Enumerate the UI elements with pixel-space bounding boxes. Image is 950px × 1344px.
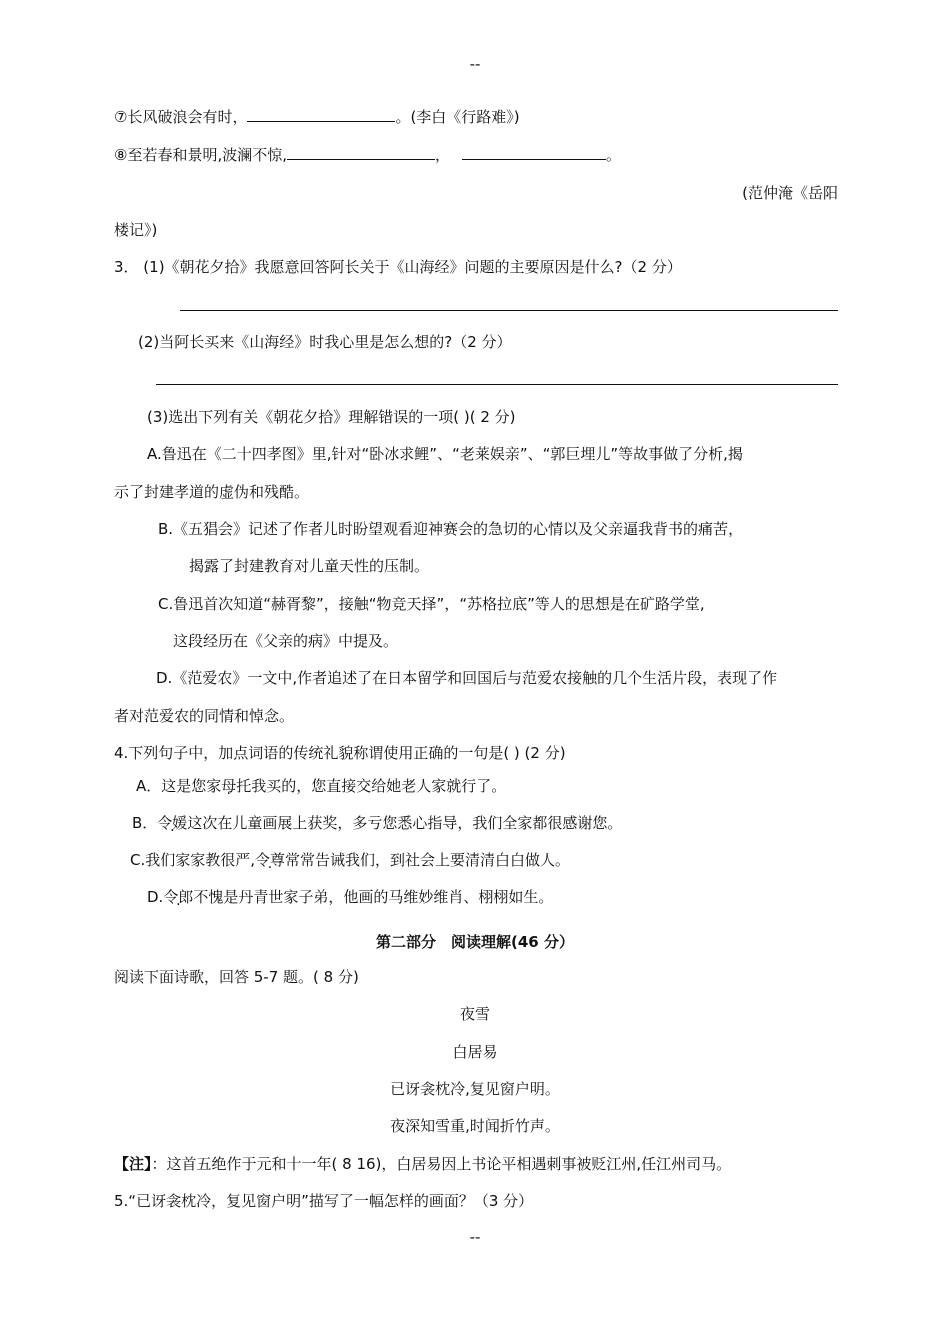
item-7-suffix: 。(李白《行路难》) [395, 108, 520, 126]
poem-note [114, 1154, 731, 1174]
poem-line-2: 夜深知雪重,时闻折竹声。 [390, 1117, 560, 1135]
poem-line-1: 已讶衾枕冷,复见窗户明。 [390, 1080, 560, 1098]
q3-option-a-cont: 示了封建孝道的虚伪和残酷。 [114, 483, 310, 501]
q4-option-c-pre: C.我们家家教很严, [130, 851, 256, 869]
poem-title: 夜雪 [459, 1005, 490, 1023]
q3-part1: 3． (1)《朝花夕拾》我愿意回答阿长关于《山海经》问题的主要原因是什么?（2 分） [114, 258, 682, 276]
q4-stem: 4.下列句子中，加点词语的传统礼貌称谓使用正确的一句是( ) (2 分) [114, 744, 566, 762]
reading-intro: 阅读下面诗歌，回答 5-7 题。( 8 分) [114, 968, 359, 986]
answer-blank[interactable] [462, 145, 606, 160]
q3-part2: (2)当阿长买来《山海经》时我心里是怎么想的?（2 分） [138, 333, 512, 351]
q3-option-a: A.鲁迅在《二十四孝图》里,针对“卧冰求鲤”、“老莱娱亲”、“郭巨埋儿”等故事做了分析,揭 [147, 445, 743, 463]
q3-part3: (3)选出下列有关《朝花夕拾》理解错误的一项( )( 2 分) [147, 408, 516, 426]
item-7-prefix: ⑦长风破浪会有时， [114, 108, 248, 126]
answer-line[interactable] [156, 384, 838, 385]
item-7 [114, 107, 520, 127]
item-8-source: (范仲淹《岳阳 [742, 184, 838, 202]
item-8-source-cont: 楼记》) [114, 221, 158, 239]
dotted-word: 母 [221, 777, 237, 795]
answer-line[interactable] [180, 310, 838, 311]
item-8-prefix: ⑧至若春和景明,波澜不惊, [114, 146, 287, 164]
dotted-word: 令郎 [163, 888, 194, 906]
q5: 5.“已讶衾枕冷，复见窗户明”描写了一幅怎样的画面？（3 分） [114, 1192, 534, 1210]
item-8-mid: ， [435, 146, 451, 164]
q3-option-c-cont: 这段经历在《父亲的病》中提及。 [173, 632, 399, 650]
q4-option-d [147, 887, 553, 907]
q3-option-b: B.《五猖会》记述了作者儿时盼望观看迎神赛会的急切的心情以及父亲逼我背书的痛苦， [158, 520, 744, 538]
q4-option-c [130, 850, 570, 870]
section-heading: 第二部分 阅读理解(46 分） [376, 933, 574, 951]
item-8 [114, 145, 621, 165]
q4-option-a [136, 776, 506, 796]
poem-author: 白居易 [452, 1043, 498, 1061]
q4-option-a-post: 托我买的，您直接交给她老人家就行了。 [236, 777, 507, 795]
header-mark: -- [469, 55, 481, 73]
q4-option-d-pre: D. [147, 888, 164, 906]
answer-blank[interactable] [287, 145, 435, 160]
note-label: 【注】 [114, 1155, 152, 1173]
q3-option-b-cont: 揭露了封建教育对儿童天性的压制。 [189, 557, 430, 575]
footer-mark: -- [469, 1228, 481, 1246]
answer-blank[interactable] [247, 107, 395, 122]
q4-option-b-pre: B． [132, 814, 158, 832]
note-text: ：这首五绝作于元和十一年( 8 16)，白居易因上书论平相遇刺事被贬江州,任江州司马。 [151, 1155, 732, 1173]
q3-option-d-cont: 者对范爱农的同情和悼念。 [114, 707, 295, 725]
q3-option-d: D.《范爱农》一文中,作者追述了在日本留学和回国后与范爱农接触的几个生活片段，表现了作 [156, 669, 778, 687]
q3-option-c: C.鲁迅首次知道“赫胥黎”，接触“物竞天择”，“苏格拉底”等人的思想是在矿路学堂, [158, 595, 705, 613]
q4-option-c-post: 常常告诫我们，到社会上要清清白白做人。 [285, 851, 571, 869]
q4-option-d-post: 不愧是丹青世家子弟，他画的马维妙维肖、栩栩如生。 [193, 888, 554, 906]
q4-option-b [132, 813, 622, 833]
item-8-end: 。 [606, 146, 622, 164]
q4-option-a-pre: A．这是您家 [136, 777, 222, 795]
dotted-word: 令尊 [255, 851, 286, 869]
q4-option-b-post: 这次在儿童画展上获奖，多亏您悉心指导，我们全家都很感谢您。 [187, 814, 623, 832]
dotted-word: 令媛 [157, 814, 188, 832]
